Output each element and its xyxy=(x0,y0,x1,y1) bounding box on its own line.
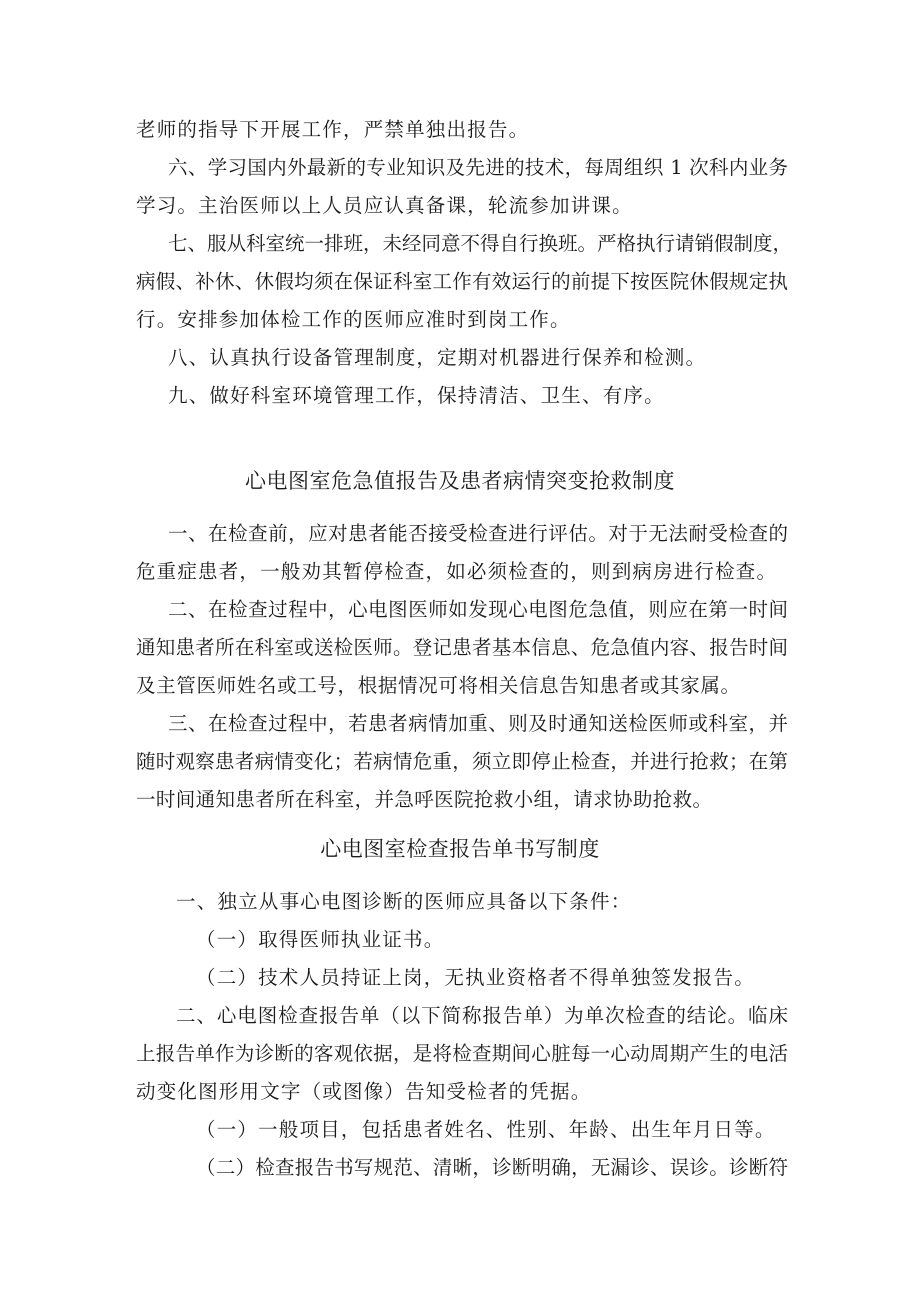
paragraph-line: 随时观察患者病情变化；若病情危重，须立即停止检查，并进行抢救；在第 xyxy=(136,750,788,773)
paragraph-line: 老师的指导下开展工作，严禁单独出报告。 xyxy=(136,118,530,141)
paragraph-line: 危重症患者，一般劝其暂停检查，如必须检查的，则到病房进行检查。 xyxy=(136,560,776,583)
paragraph-line: 病假、补休、休假均须在保证科室工作有效运行的前提下按医院休假规定执 xyxy=(136,270,788,293)
paragraph-line: 学习。主治医师以上人员应认真备课，轮流参加讲课。 xyxy=(136,194,633,217)
paragraph-line: 六、学习国内外最新的专业知识及先进的技术，每周组织 1 次科内业务 xyxy=(168,156,788,179)
paragraph-line: 上报告单作为诊断的客观依据，是将检查期间心脏每一心动周期产生的电活 xyxy=(136,1042,788,1065)
paragraph-line: 一时间通知患者所在科室，并急呼医院抢救小组，请求协助抢救。 xyxy=(136,788,712,811)
paragraph-line: （二）技术人员持证上岗，无执业资格者不得单独签发报告。 xyxy=(196,966,755,989)
paragraph-line: 七、服从科室统一排班，未经同意不得自行换班。严格执行请销假制度， xyxy=(168,232,793,255)
paragraph-line: 及主管医师姓名或工号，根据情况可将相关信息告知患者或其家属。 xyxy=(136,674,740,697)
paragraph-line: （二）检查报告书写规范、清晰，诊断明确，无漏诊、误诊。诊断符 xyxy=(196,1156,788,1179)
paragraph-line: 三、在检查过程中，若患者病情加重、则及时通知送检医师或科室，并 xyxy=(168,712,788,735)
section-title: 心电图室危急值报告及患者病情突变抢救制度 xyxy=(245,469,675,493)
paragraph-line: 动变化图形用文字（或图像）告知受检者的凭据。 xyxy=(136,1080,592,1103)
paragraph-line: 九、做好科室环境管理工作，保持清洁、卫生、有序。 xyxy=(168,384,665,407)
paragraph-line: 二、在检查过程中，心电图医师如发现心电图危急值，则应在第一时间 xyxy=(168,598,788,621)
paragraph-line: 行。安排参加体检工作的医师应准时到岗工作。 xyxy=(136,308,571,331)
section-title: 心电图室检查报告单书写制度 xyxy=(320,837,600,861)
paragraph-line: 八、认真执行设备管理制度，定期对机器进行保养和检测。 xyxy=(168,346,707,369)
paragraph-line: （一）一般项目，包括患者姓名、性别、年龄、出生年月日等。 xyxy=(196,1118,776,1141)
paragraph-line: 一、独立从事心电图诊断的医师应具备以下条件： xyxy=(176,890,632,913)
paragraph-line: 通知患者所在科室或送检医师。登记患者基本信息、危急值内容、报告时间 xyxy=(136,636,788,659)
paragraph-line: 一、在检查前，应对患者能否接受检查进行评估。对于无法耐受检查的 xyxy=(168,522,788,545)
paragraph-line: 二、心电图检查报告单（以下简称报告单）为单次检查的结论。临床 xyxy=(176,1004,788,1027)
paragraph-line: （一）取得医师执业证书。 xyxy=(196,928,445,951)
